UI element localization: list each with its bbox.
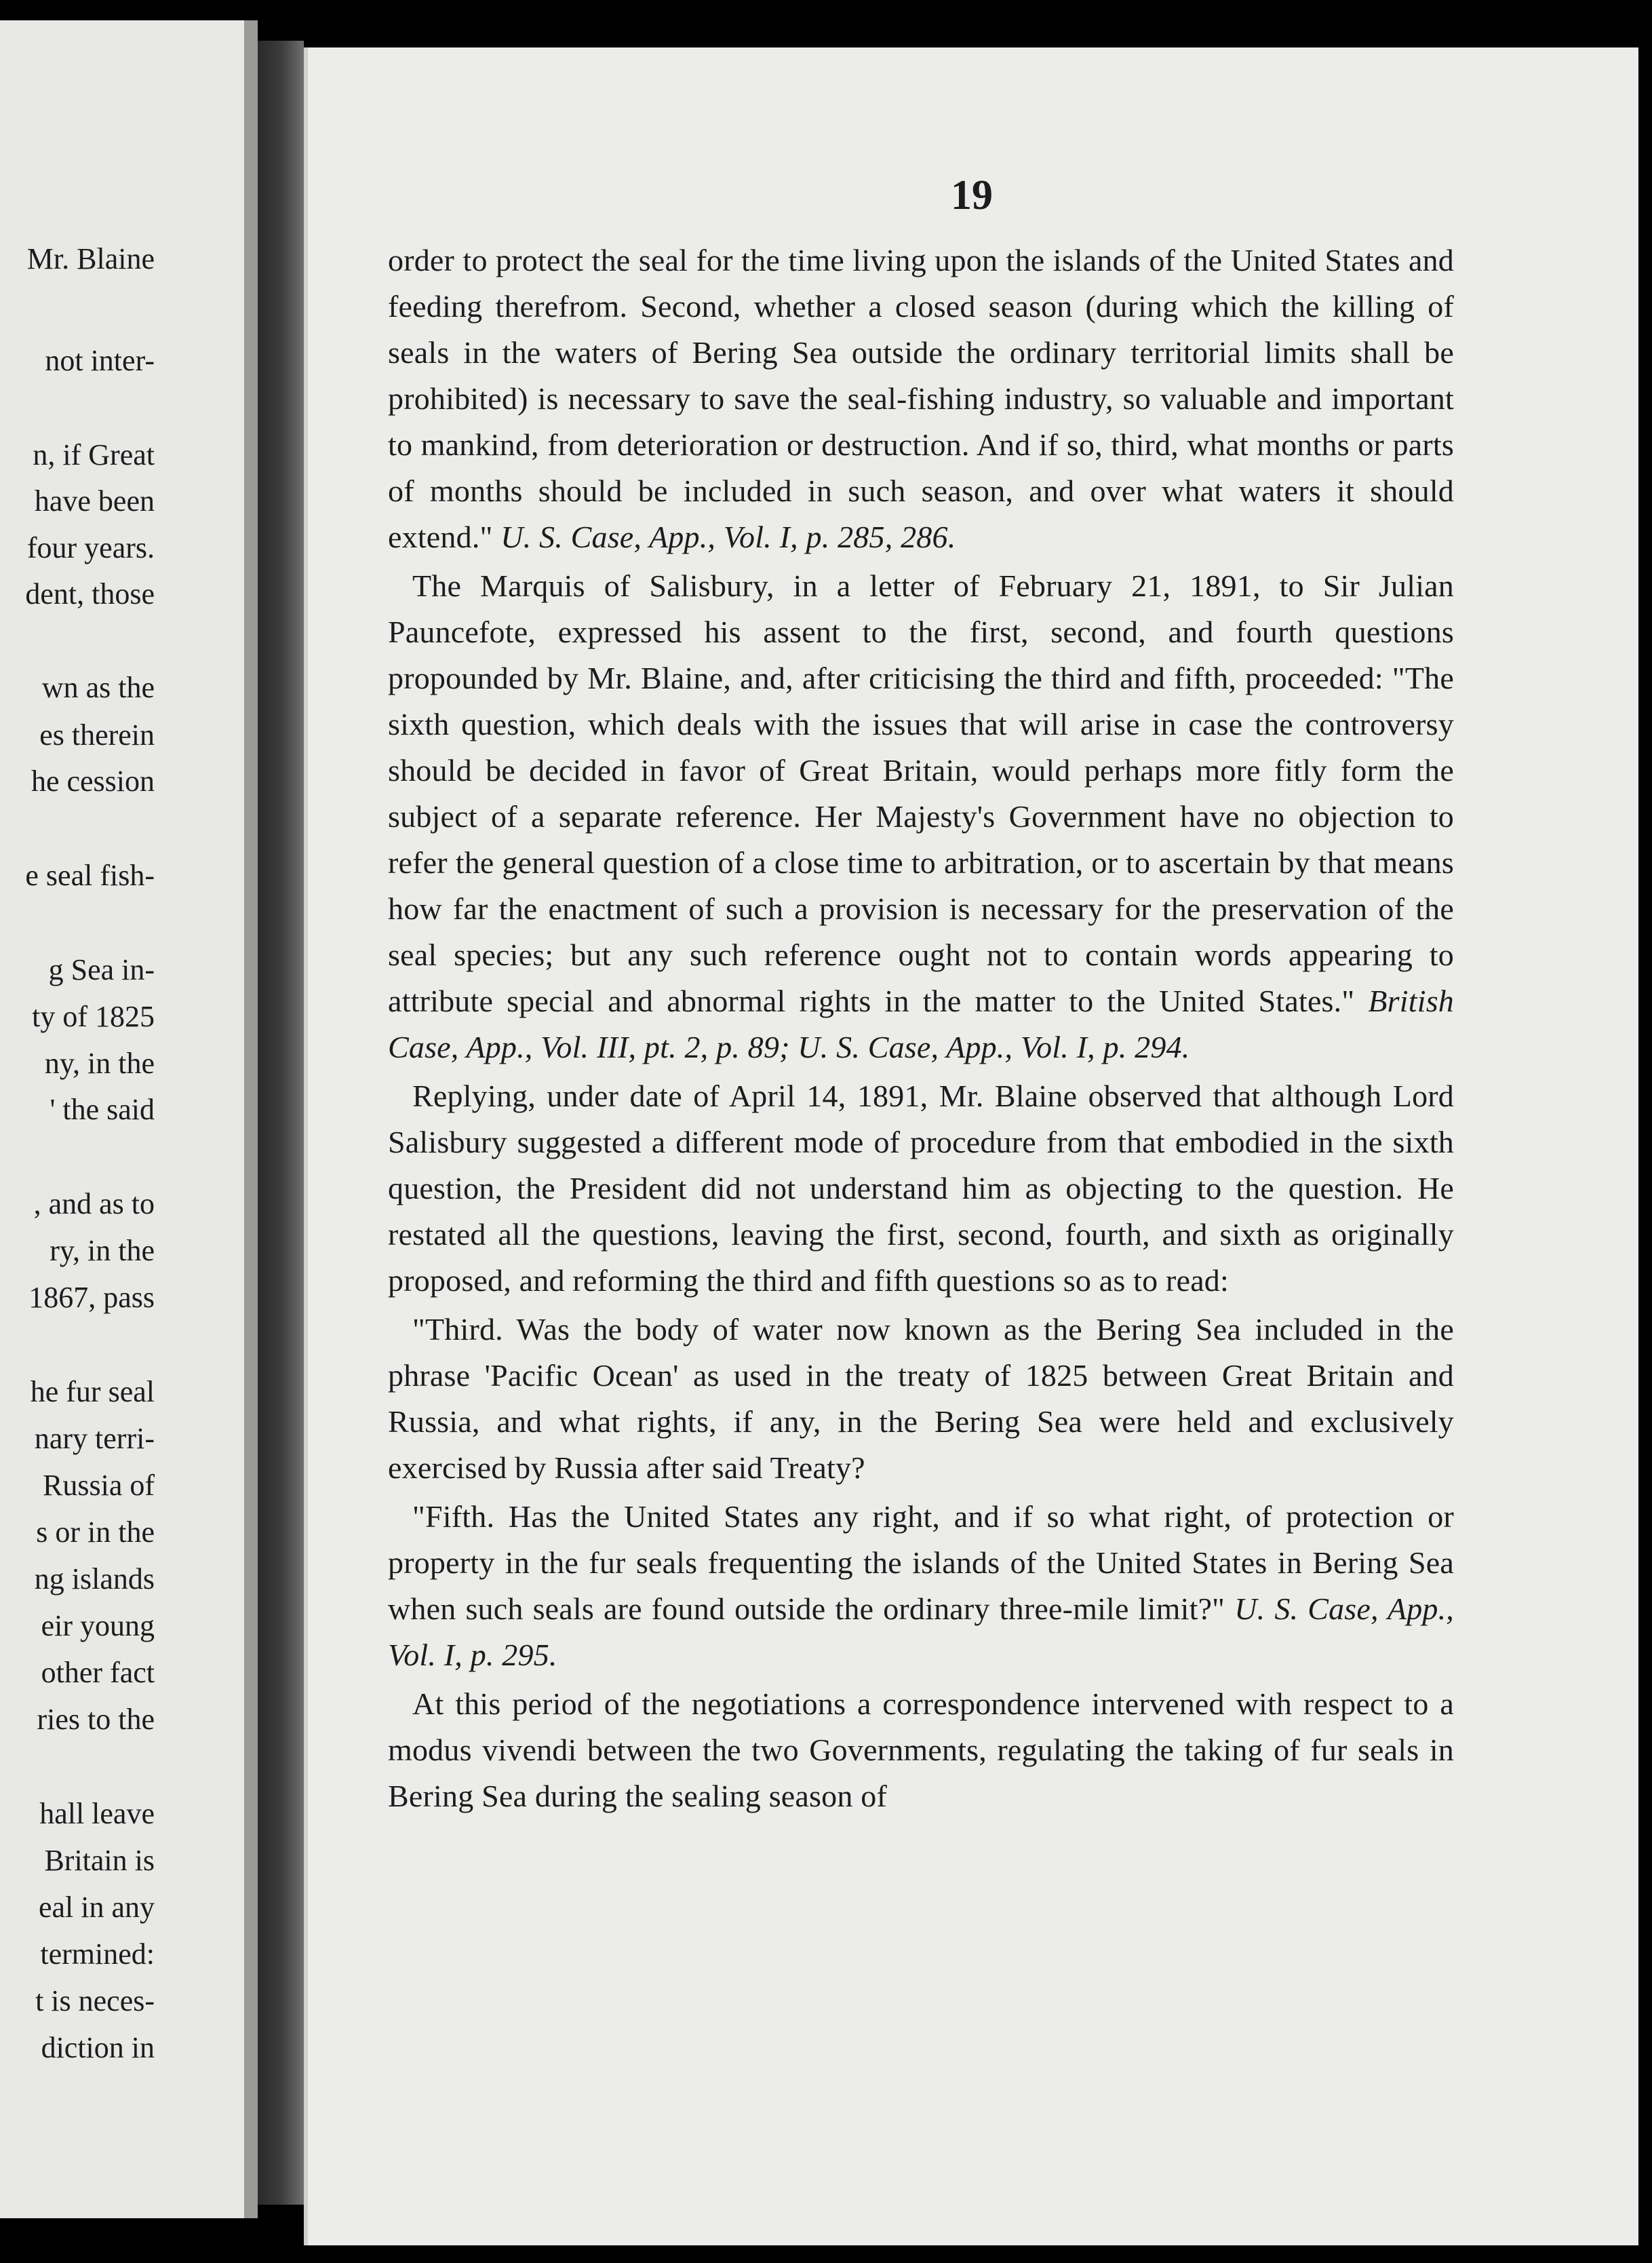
paragraph <box>388 1681 1454 1819</box>
citation: U. S. Case, App., Vol. I, p. 285, 286. <box>500 520 956 554</box>
citation: British Case, App., Vol. III, pt. 2, p. 89; U. S. Case, App., Vol. I, p. 294. <box>388 984 1455 1064</box>
left-page-edge <box>244 20 258 2218</box>
left-line: other fact <box>41 1656 155 1689</box>
paragraph-text: The Marquis of Salisbury, in a letter of February 21, 1891, to Sir Julian Pauncefote, expressed his assent to the first, second, and fourth questions propounded by Mr. Blaine, and, after criticising the third and fifth, proceeded: "The sixth question, which deals with the issues that will arise in case the controversy should be decided in favor of Great Britain, would perhaps more fitly form the subject of a separate reference. Her Majesty's Government have no objection to refer the general question of a close time to arbitration, or to ascertain by that means how far the enactment of such a provision is necessary for the preservation of the seal species; but any such reference ought not to contain words appearing to attribute special and abnormal rights in the matter to the United States." <box>388 568 1454 1018</box>
left-line: g Sea in- <box>48 953 155 986</box>
left-line: nary terri- <box>34 1422 155 1455</box>
book-gutter <box>258 41 304 2205</box>
left-line: 1867, pass <box>28 1281 155 1314</box>
left-line: dent, those <box>25 577 155 611</box>
left-line: eal in any <box>38 1891 155 1924</box>
left-line: t is neces- <box>35 1984 155 2017</box>
left-line: not inter- <box>45 344 155 377</box>
body-text <box>388 237 1454 1822</box>
left-line: termined: <box>40 1937 155 1971</box>
left-line: Mr. Blaine <box>26 242 155 275</box>
paragraph <box>388 237 1454 560</box>
left-line: Britain is <box>44 1844 155 1877</box>
left-line: s or in the <box>36 1515 155 1549</box>
left-line: have been <box>34 484 155 518</box>
left-line: hall leave <box>39 1797 155 1830</box>
left-line: ny, in the <box>44 1047 155 1080</box>
paragraph-text: "Fifth. Has the United States any right, and if so what right, of protection or property in the fur seals frequenting the islands of the United States in Bering Sea when such seals are found outside the ordinary three-mile limit?" <box>388 1499 1454 1626</box>
left-line: ng islands <box>34 1562 155 1595</box>
left-line: , and as to <box>33 1187 155 1220</box>
left-line: four years. <box>26 531 155 564</box>
left-page <box>0 20 244 2218</box>
left-line: n, if Great <box>33 438 155 471</box>
left-line: eir young <box>41 1609 155 1642</box>
paragraph <box>388 563 1454 1070</box>
left-line: he fur seal <box>30 1375 155 1408</box>
left-line: Russia of <box>43 1469 155 1502</box>
citation: U. S. Case, App., Vol. I, p. 295. <box>388 1591 1455 1672</box>
page-number: 19 <box>951 172 993 218</box>
left-line: ty of 1825 <box>32 1000 155 1033</box>
paragraph-text: order to protect the seal for the time living upon the islands of the United States and feeding therefrom. Second, whether a closed season (during which the killing of seals in the waters of Bering Sea outside the ordinary territorial limits shall be prohibited) is necessary to save the seal-fishing industry, so valuable and important to mankind, from deterioration or destruction. And if so, third, what months or parts of months should be included in such season, and over what waters it should extend." <box>388 243 1454 554</box>
quote-paragraph <box>388 1494 1454 1678</box>
paragraph-text: Replying, under date of April 14, 1891, Mr. Blaine observed that although Lord Salisbury suggested a different mode of procedure from that embodied in the sixth question, the President did not understand him as objecting to the question. He restated all the questions, leaving the first, second, fourth, and sixth as originally proposed, and reforming the third and fifth questions so as to read: <box>388 1079 1454 1298</box>
left-line: es therein <box>39 718 155 752</box>
paragraph <box>388 1073 1454 1304</box>
left-line: ' the said <box>50 1093 155 1126</box>
left-line: ries to the <box>37 1703 155 1736</box>
left-line: e seal fish- <box>25 859 155 892</box>
paragraph-text: At this period of the negotiations a correspondence intervened with respect to a modus vivendi between the two Governments, regulating the taking of fur seals in Bering Sea during the sealing season of <box>388 1686 1454 1813</box>
left-line: diction in <box>41 2031 155 2064</box>
left-line: he cession <box>31 765 155 798</box>
right-page <box>304 47 1638 2245</box>
paragraph-text: "Third. Was the body of water now known as the Bering Sea included in the phrase 'Pacific Ocean' as used in the treaty of 1825 between Great Britain and Russia, and what rights, if any, in the Bering Sea were held and exclusively exercised by Russia after said Treaty? <box>388 1312 1454 1485</box>
left-line: wn as the <box>41 671 155 704</box>
quote-paragraph <box>388 1307 1454 1491</box>
left-line: ry, in the <box>50 1234 155 1267</box>
